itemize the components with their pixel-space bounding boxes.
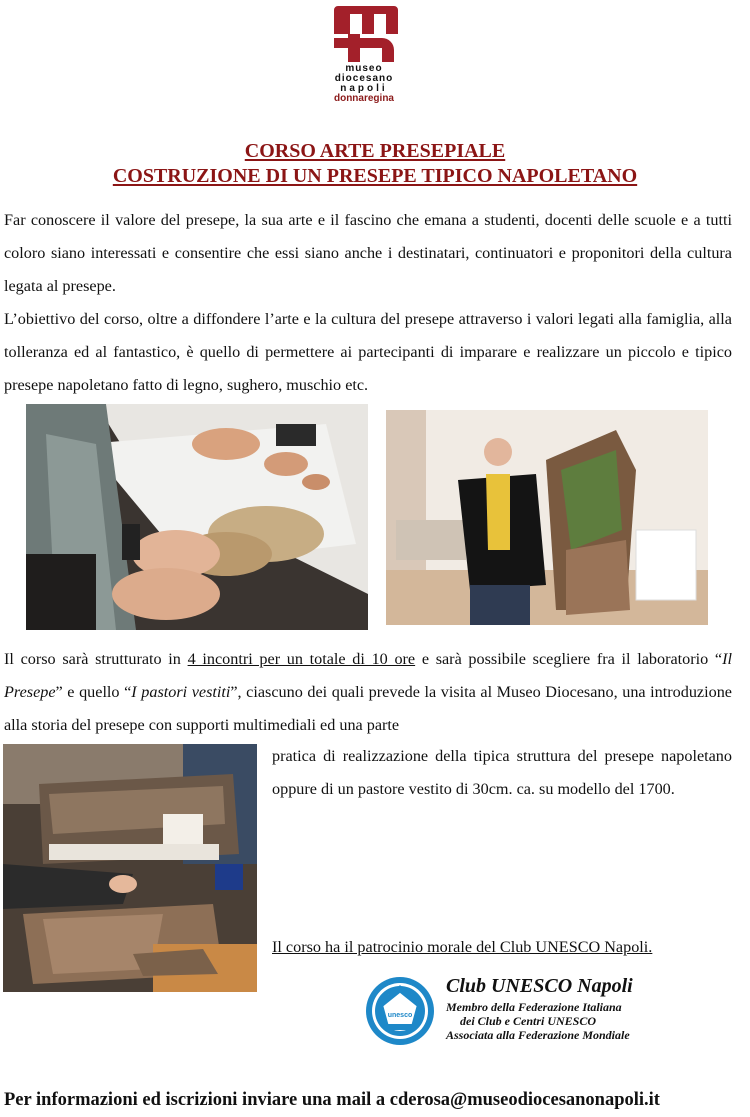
lab-name-presepe: Il Presepe bbox=[4, 650, 733, 701]
patronage-text bbox=[272, 938, 652, 957]
museum-logo bbox=[330, 2, 398, 110]
course-text-part2: e sarà possibile scegliere fra il laboratorio “ bbox=[415, 650, 723, 668]
unesco-club-name: Club UNESCO Napoli bbox=[446, 975, 633, 997]
title-line-1: CORSO ARTE PRESEPIALE bbox=[244, 140, 506, 162]
unesco-emblem-icon bbox=[364, 975, 436, 1047]
course-duration-underlined: 4 incontri per un totale di 10 ore bbox=[187, 650, 416, 668]
footer-contact: Per informazioni ed iscrizioni inviare una mail a cderosa@museodiocesanonapoli.it bbox=[4, 1090, 660, 1110]
unesco-emblem-label: unesco bbox=[387, 1012, 413, 1019]
photo-presepe-structure bbox=[3, 744, 257, 992]
logo-text-donnaregina: donnaregina bbox=[333, 93, 394, 104]
title-line-2: COSTRUZIONE DI UN PRESEPE TIPICO NAPOLETANO bbox=[112, 165, 638, 187]
unesco-emblem bbox=[364, 975, 436, 1047]
photo-hands-figurine bbox=[26, 404, 368, 630]
unesco-line-2: dei Club e Centri UNESCO bbox=[460, 1014, 597, 1028]
intro-paragraph-2: L’obiettivo del corso, oltre a diffondere l’arte e la cultura del presepe attraverso i valori legati alla famiglia, alla tolleranza ed al fantastico, è quello di permettere ai partecipanti di imparare e realizzare un piccolo e tipico presepe napoletano fatto di legno, sughero, muschio etc. bbox=[4, 310, 732, 394]
course-text-part1: Il corso sarà strutturato in bbox=[4, 650, 188, 668]
unesco-text-block bbox=[446, 975, 666, 1042]
course-text-part4: ”, ciascuno dei quali prevede la visita al Museo Diocesano, una introduzione alla storia del presepe con supporti multimediali ed una parte bbox=[4, 683, 732, 734]
intro-paragraph-1: Far conoscere il valore del presepe, la sua arte e il fascino che emana a studenti, docenti delle scuole e a tutti coloro siano interessati e consentire che essi siano anche i destinatari, continuatori e proponitori della cultura legata al presepe. bbox=[4, 211, 732, 295]
logo-text-museo: museo bbox=[345, 63, 383, 74]
museum-logo-mark bbox=[330, 2, 398, 64]
course-paragraph bbox=[4, 643, 732, 742]
course-paragraph-continued: pratica di realizzazione della tipica struttura del presepe napoletano oppure di un pastore vestito di 30cm. ca. su modello del 1700. bbox=[272, 747, 732, 798]
photo-man-building-presepe bbox=[386, 410, 708, 625]
logo-text-diocesano: diocesano bbox=[334, 73, 394, 84]
unesco-line-3: Associata alla Federazione Mondiale bbox=[446, 1028, 630, 1042]
lab-name-pastori: I pastori vestiti bbox=[131, 683, 231, 701]
unesco-line-1: Membro della Federazione Italiana bbox=[446, 1000, 622, 1014]
course-text-part3: ” e quello “ bbox=[55, 683, 132, 701]
logo-text-napoli: napoli bbox=[340, 83, 388, 94]
patronage-text-underlined: Il corso ha il patrocinio morale del Club UNESCO Napoli. bbox=[272, 938, 653, 956]
